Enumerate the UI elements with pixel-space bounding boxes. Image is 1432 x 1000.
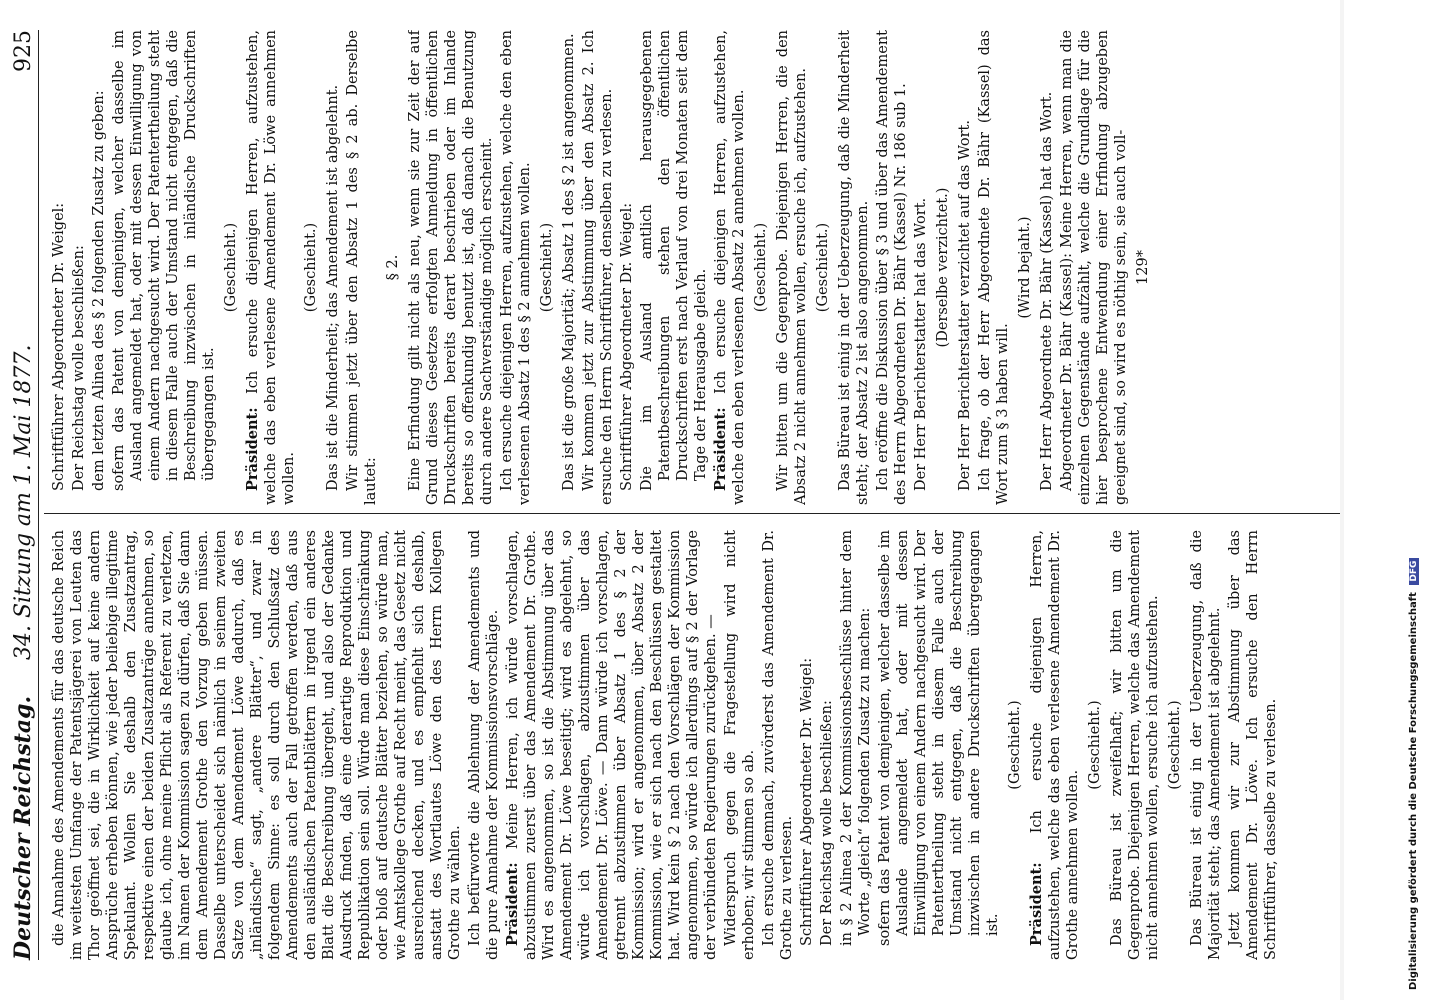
- paragraph: [722, 530, 758, 960]
- paragraph-text: Ich ersuche diejenigen Herren, aufzustehen, welche den eben verlesenen Absatz 2 annehmen wollen.: [713, 30, 747, 505]
- speaker-label: Präsident:: [1028, 862, 1045, 946]
- paragraph-text: Jetzt kommen wir zur Abstimmung über das Amendement Dr. Löwe. Ich ersuche den Herrn Schriftführer, dasselbe zu verlesen.: [1227, 530, 1279, 960]
- paragraph-text: Wir stimmen jetzt über den Absatz 1 des § 2 ab. Derselbe lautet:: [345, 30, 379, 505]
- paragraph-text: 129*: [1135, 250, 1151, 285]
- stage-direction: [752, 30, 770, 505]
- paragraph: [760, 530, 796, 960]
- paragraph-text: Der Herr Abgeordnete Dr. Bähr (Kassel) hat das Wort.: [1039, 91, 1055, 491]
- paragraph: [798, 530, 816, 960]
- paragraph-text: Das Büreau ist einig in der Ueberzeugung, daß die Majorität steht; das Amendement ist abgelehnt.: [1189, 530, 1223, 960]
- paragraph-text: Schriftführer Abgeordneter Dr. Weigel:: [51, 202, 67, 491]
- column-divider: [44, 513, 1340, 514]
- paragraph-text: Wir kommen jetzt zur Abstimmung über den Absatz 2. Ich ersuche den Herrn Schriftführer, denselben zu verlesen.: [581, 30, 615, 505]
- paragraph-text: Das Büreau ist einig in der Ueberzeugung, daß die Minderheit steht; der Absatz 2 ist also angenommen.: [837, 30, 871, 505]
- paragraph-text: § 2.: [385, 254, 401, 281]
- stage-direction: [1086, 530, 1104, 960]
- paragraph-text: (Geschieht.): [1007, 700, 1023, 790]
- paragraph: [324, 30, 342, 505]
- paragraph: [50, 30, 68, 505]
- paragraph: [504, 530, 720, 960]
- credit-text: Digitalisierung gefördert durch die Deutsche Forschungsgemeinschaft: [1408, 592, 1419, 990]
- paragraph-text: die Annahme des Amendements für das deutsche Reich im weitesten Umfange der Patentsjägerei von Leuten das Thor geöffnet sei, die in Wirklichkeit auf keine andern Ansprüche erheben können, wie jeder beliebige illegitime Spekulant. Wollen Sie deshalb den Zusatzantrag, respektive einen der beiden Zusatzanträge annehmen, so glaube ich, ohne meine Pflicht als Referent zu verletzen, im Namen der Kommission sagen zu dürfen, daß Sie dann dem Amendement Grothe den Vorzug geben müssen. Dasselbe unterscheidet sich nämlich in seinem zweiten Satze von dem Amendement Löwe dadurch, daß es „inländische“ sagt, „andere Blätter“, und zwar in folgendem Sinne: es soll durch den Schlußsatz des Amendements auch der Fall getroffen werden, daß aus den ausländischen Patentblättern in irgend ein anderes Blatt die Beschreibung übergeht, und also der Gedanke Ausdruck finden, daß eine derartige Reproduktion und Republikation sein soll. Würde man diese Einschränkung oder bloß auf deutsche Blätter beziehen, so würde man, wie Amtskollege Grothe auf Recht meint, das Gesetz nicht ausreichend decken, und es empfiehlt sich deshalb, anstatt des Wortlautes Löwe den des Herrn Kollegen Grothe zu wählen.: [51, 530, 463, 960]
- paragraph-text: (Geschieht.): [303, 222, 319, 313]
- paragraph-text: sofern das Patent von demjenigen, welcher dasselbe im Auslande angemeldet hat, oder mit dessen Einwilligung von einem Andern nachgesucht wird. Der Patentertheilung steht in diesem Falle auch der Umstand nicht entgegen, daß die Beschreibung inzwischen in andere Druckschriften übergegangen ist.: [877, 530, 1001, 946]
- stage-direction: [384, 30, 402, 505]
- right-text-column: [50, 30, 1340, 505]
- paragraph: [712, 30, 748, 505]
- stage-direction: [814, 30, 832, 505]
- paragraph-text: Der Herr Berichterstatter hat das Wort.: [913, 197, 929, 491]
- speaker-label: Präsident:: [504, 862, 521, 946]
- stage-direction: [1134, 30, 1152, 505]
- paragraph-text: Das ist die große Majorität; Absatz 1 des § 2 ist angenommen.: [561, 33, 577, 491]
- stage-direction: [1016, 30, 1034, 505]
- paragraph-text: Wir bitten um die Gegenprobe. Diejenigen Herren, die den Absatz 2 nicht annehmen wollen, ersuche ich, aufzustehen.: [775, 30, 809, 505]
- paragraph: [956, 30, 974, 505]
- paragraph-text: (Geschieht.): [815, 222, 831, 313]
- paragraph-text: Der Reichstag wolle beschließen:: [819, 700, 835, 946]
- quoted-motion: [838, 530, 874, 960]
- paragraph: [1188, 530, 1224, 960]
- paragraph-text: Widerspruch gegen die Fragestellung wird nicht erhoben; wir stimmen so ab.: [723, 530, 757, 960]
- paragraph-text: Die im Ausland amtlich herausgegebenen Patentbeschreibungen stehen den öffentlichen Druckschriften erst nach Verlauf von drei Monaten seit dem Tage der Herausgabe gleich.: [639, 30, 709, 491]
- paragraph: [618, 30, 636, 505]
- paragraph-text: Ich frage, ob der Herr Abgeordnete Dr. Bähr (Kassel) das Wort zum § 3 haben will.: [977, 30, 1011, 505]
- speaker-label: Präsident:: [712, 407, 729, 491]
- paragraph-text: (Geschieht.): [539, 222, 555, 313]
- paragraph-text: Schriftführer Abgeordneter Dr. Weigel:: [799, 657, 815, 946]
- paragraph-text: (Geschieht.): [1087, 700, 1103, 790]
- paragraph: [836, 30, 872, 505]
- paragraph: [1028, 530, 1082, 960]
- page-header: [8, 30, 39, 960]
- paragraph-text: Ich ersuche demnach, zuvörderst das Amendement Dr. Grothe zu verlesen.: [761, 530, 795, 960]
- paragraph-text: Meine Herren, ich würde vorschlagen, abzustimmen zuerst über das Amendement Dr. Grothe. Wird es angenommen, so ist die Abstimmung über das Amendement Dr. Löwe beseitigt; wird es abgelehnt, so würde ich vorschlagen, abzustimmen über das Amendement Dr. Löwe. — Dann würde ich vorschlagen, getrennt abzustimmen über Absatz 1 des § 2 der Kommission; wird er angenommen, über Absatz 2 der Kommission, wie er sich nach den Beschlüssen gestaltet hat. Wird kein § 2 nach den Vorschlägen der Kommission angenommen, so würde ich allerdings auf § 2 der Vorlage der verbündeten Regierungen zurückgehen. —: [505, 530, 719, 960]
- paragraph-text: dem letzten Alinea des § 2 folgenden Zusatz zu geben:: [91, 90, 107, 491]
- paragraph-text: Ich ersuche diejenigen Herren, aufzustehen, welche den eben verlesenen Absatz 1 des § 2 annehmen wollen.: [499, 30, 533, 505]
- paragraph-text: Eine Erfindung gilt nicht als neu, wenn sie zur Zeit der auf Grund dieses Gesetzes erfolgten Anmeldung in öffentlichen Druckschriften bereits derart beschrieben oder im Inlande bereits so offenkundig benutzt ist, daß danach die Benutzung durch andere Sachverständige möglich erscheint.: [407, 30, 495, 505]
- quoted-motion: [876, 530, 1002, 960]
- stage-direction: [538, 30, 556, 505]
- paragraph-text: Schriftführer Abgeordneter Dr. Weigel:: [619, 202, 635, 491]
- paragraph-text: Das ist die Minderheit; das Amendement ist abgelehnt.: [325, 84, 341, 491]
- paragraph-text: (Geschieht.): [1167, 700, 1183, 790]
- page-number: 925: [11, 30, 36, 72]
- paragraph: [912, 30, 930, 505]
- quoted-motion: [638, 30, 710, 505]
- left-text-column: [50, 530, 1340, 960]
- paragraph-text: Ich befürworte die Ablehnung der Amendements und die pure Annahme der Kommissionsvorschläge.: [467, 530, 501, 960]
- stage-direction: [302, 30, 320, 505]
- paragraph-text: Ich ersuche diejenigen Herren, aufzustehen, welche das eben verlesene Amendement Dr. Grothe annehmen wollen.: [1029, 530, 1081, 960]
- paragraph-text: (Geschieht.): [753, 222, 769, 313]
- paragraph: [1038, 30, 1056, 505]
- paragraph: [244, 30, 298, 505]
- stage-direction: [1166, 530, 1184, 960]
- paragraph-text: sofern das Patent von demjenigen, welcher dasselbe im Ausland angemeldet hat, oder mit dessen Einwilligung von einem Andern nachgesucht wird. Der Patentertheilung steht in diesem Falle auch der Umstand nicht entgegen, daß die Beschreibung inzwischen in inländische Druckschriften übergegangen ist.: [111, 30, 217, 491]
- journal-title: Deutscher Reichstag.: [10, 695, 36, 960]
- paragraph: [774, 30, 810, 505]
- paragraph: [1108, 530, 1162, 960]
- dfg-badge: DFG: [1409, 558, 1419, 585]
- paragraph-text: Der Reichstag wolle beschließen:: [71, 245, 87, 491]
- paragraph-text: Ich ersuche diejenigen Herren, aufzustehen, welche das eben verlesene Amendement Dr. Löwe annehmen wollen.: [245, 30, 297, 505]
- paragraph-text: (Derselbe verzichtet.): [935, 187, 951, 348]
- paragraph: [50, 530, 464, 960]
- paragraph-text: in § 2 Alinea 2 der Kommissionsbeschlüsse hinter dem Worte „gleich“ folgenden Zusatz zu machen:: [839, 530, 873, 946]
- paragraph: [466, 530, 502, 960]
- digitization-credit: [1408, 0, 1426, 1000]
- paragraph-text: Das Büreau ist zweifelhaft; wir bitten um die Gegenprobe. Diejenigen Herren, welche das Amendement nicht annehmen wollen, ersuche ich aufzustehen.: [1109, 530, 1161, 960]
- paragraph: [1058, 30, 1130, 505]
- paragraph: [344, 30, 380, 505]
- quoted-motion: [90, 30, 108, 505]
- quoted-motion: [110, 30, 218, 505]
- quoted-motion: [70, 30, 88, 505]
- stage-direction: [934, 30, 952, 505]
- paragraph: [976, 30, 1012, 505]
- paragraph: [874, 30, 910, 505]
- paragraph-text: Abgeordneter Dr. Bähr (Kassel): Meine Herren, wenn man die einzelnen Gegenstände aufzählt, welche die Grundlage für die hier besprochene Entwendung einer Erfindung abzugeben geeignet sind, so wird es nöthig sein, sie auch voll-: [1059, 30, 1129, 505]
- quoted-motion: [818, 530, 836, 960]
- paragraph: [1226, 530, 1280, 960]
- paragraph-text: Der Herr Berichterstatter verzichtet auf das Wort.: [957, 120, 973, 491]
- stage-direction: [222, 30, 240, 505]
- speaker-label: Präsident:: [244, 407, 261, 491]
- paragraph: [560, 30, 578, 505]
- paragraph-text: (Geschieht.): [223, 222, 239, 313]
- paragraph-text: (Wird bejaht.): [1017, 216, 1033, 319]
- paragraph: [498, 30, 534, 505]
- stage-direction: [1006, 530, 1024, 960]
- paragraph: [406, 30, 496, 505]
- paragraph: [580, 30, 616, 505]
- session-line: 34. Sitzung am 1. Mai 1877.: [11, 344, 36, 660]
- paragraph-text: Ich eröffne die Diskussion über § 3 und über das Amendement des Herrn Abgeordneten Dr. Bähr (Kassel) Nr. 186 sub 1.: [875, 30, 909, 505]
